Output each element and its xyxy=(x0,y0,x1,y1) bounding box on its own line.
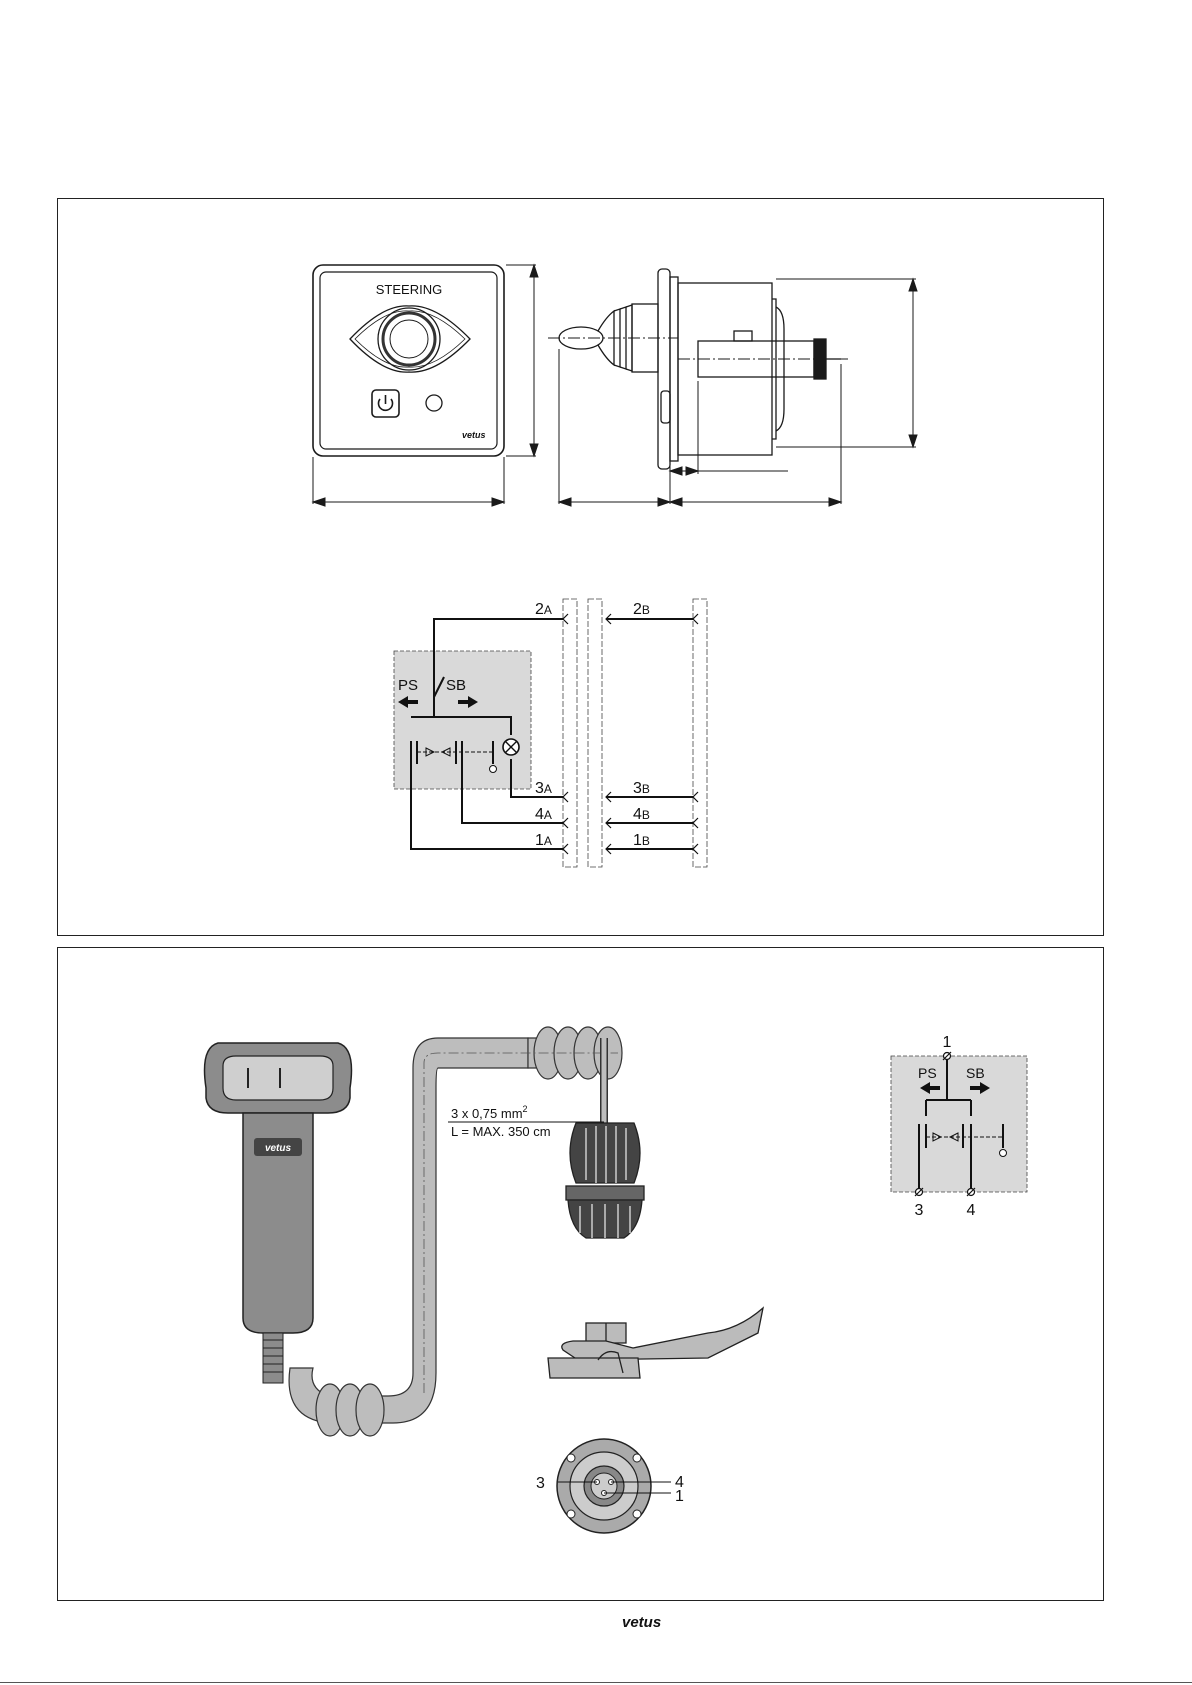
panel-side-view xyxy=(559,269,841,469)
handset xyxy=(205,1043,352,1383)
footer-rule xyxy=(0,1682,1192,1683)
indicator-led xyxy=(426,395,442,411)
footer-vetus-logo xyxy=(620,1612,680,1632)
pin-1-label: 1 xyxy=(675,1488,684,1505)
schematic-ps-label: PS xyxy=(918,1065,937,1081)
steering-title: STEERING xyxy=(375,282,443,297)
vetus-logo-small: vetus xyxy=(462,430,486,440)
schematic-terminal-3: 3 xyxy=(914,1202,924,1219)
cable-length: L = MAX. 350 cm xyxy=(451,1124,551,1139)
terminal-3b: 3B xyxy=(633,780,650,797)
connector-plug xyxy=(566,1123,644,1238)
handset-vetus-logo: vetus xyxy=(264,1143,292,1154)
terminal-2a: 2A xyxy=(535,601,552,618)
schematic-sb-label: SB xyxy=(966,1065,985,1081)
top-panel xyxy=(57,198,1104,936)
side-dimensions xyxy=(559,279,917,506)
schematic-terminal-1: 1 xyxy=(942,1034,952,1051)
svg-text:vetus: vetus xyxy=(622,1614,662,1631)
ps-label: PS xyxy=(398,677,419,694)
handset-schematic xyxy=(891,1034,1027,1219)
sb-label: SB xyxy=(446,677,467,694)
bottom-panel-drawing xyxy=(58,948,1105,1602)
bottom-panel xyxy=(57,947,1104,1601)
socket-side-view xyxy=(548,1308,763,1378)
socket-front-view xyxy=(536,1439,684,1533)
cable-spec: 3 x 0,75 $mm^2$ xyxy=(451,1104,528,1121)
terminal-2b: 2B xyxy=(633,601,650,618)
top-panel-drawing xyxy=(58,199,1105,937)
panel-front-view xyxy=(313,265,504,456)
pin-3-label: 3 xyxy=(536,1475,545,1492)
wiring-diagram xyxy=(394,599,707,867)
terminal-3a: 3A xyxy=(535,780,552,797)
pin-4-label: 4 xyxy=(675,1474,684,1491)
schematic-terminal-4: 4 xyxy=(966,1202,976,1219)
terminal-4a: 4A xyxy=(535,806,552,823)
terminal-1a: 1A xyxy=(535,832,552,849)
terminal-4b: 4B xyxy=(633,806,650,823)
terminal-1b: 1B xyxy=(633,832,650,849)
